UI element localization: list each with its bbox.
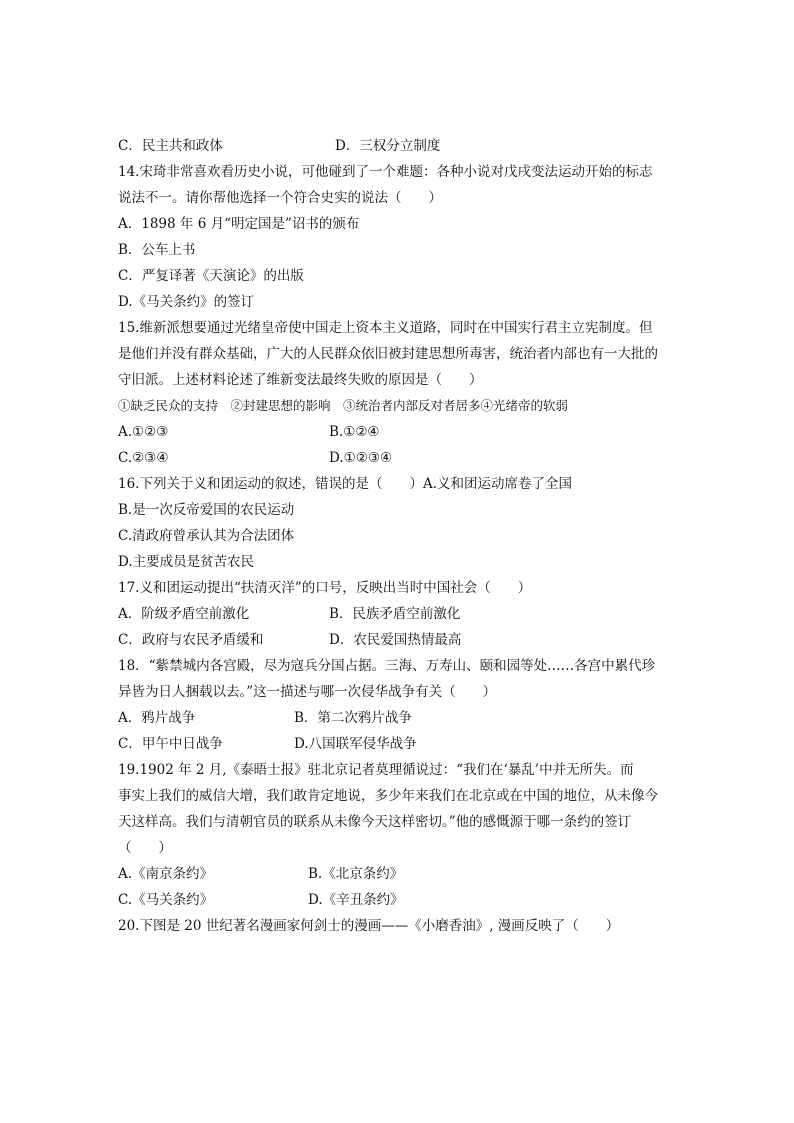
q16-stem-line-1: 16.下列关于义和团运动的叙述，错误的是（ ）A.义和团运动席卷了全国 [118, 476, 573, 492]
q19-options-row-1 [118, 865, 678, 883]
q19-option-b[interactable]: B.《北京条约》 [308, 866, 404, 882]
q17-option-a[interactable]: A．阶级矛盾空前激化 [118, 606, 250, 622]
q16-option-d[interactable]: D.主要成员是贫苦农民 [118, 554, 255, 570]
q19-stem-line-4: （ ） [118, 840, 172, 856]
q14-stem-line-2: 说法不一。请你帮他选择一个符合史实的说法（ ） [118, 190, 442, 206]
q17-option-b[interactable]: B．民族矛盾空前激化 [329, 606, 461, 622]
q19-option-c[interactable]: C.《马关条约》 [118, 892, 214, 908]
q15-stem-line-1: 15.维新派想要通过光绪皇帝使中国走上资本主义道路，同时在中国实行君主立宪制度。但 [118, 320, 653, 336]
q15-option-c[interactable]: C.②③④ [118, 450, 169, 466]
q19-stem-line-1: 19.1902 年 2 月,《泰晤士报》驻北京记者莫理循说过：“我们在‘暴乱’中并无所失。而 [118, 762, 634, 778]
q13-options-row [118, 137, 678, 155]
q18-options-row-1 [118, 709, 678, 727]
q16-option-b[interactable]: B.是一次反帝爱国的农民运动 [118, 502, 295, 518]
q15-options-row-1 [118, 423, 678, 441]
q15-options-row-2 [118, 449, 678, 467]
q14-option-d[interactable]: D.《马关条约》的签订 [118, 294, 255, 310]
q13-option-d[interactable]: D．三权分立制度 [335, 138, 441, 154]
q18-stem-line-2: 异皆为日人捆载以去。”这一描述与哪一次侵华战争有关（ ） [118, 684, 497, 700]
q18-option-c[interactable]: C．甲午中日战争 [118, 736, 223, 752]
q18-option-a[interactable]: A．鸦片战争 [118, 710, 196, 726]
q17-stem-line-1: 17.义和团运动提出“扶清灭洋”的口号，反映出当时中国社会（ ） [118, 580, 532, 596]
q17-options-row-1 [118, 605, 678, 623]
q19-options-row-2 [118, 891, 678, 909]
q15-stem-line-2: 是他们并没有群众基础，广大的人民群众依旧被封建思想所毒害，统治者内部也有一大批的 [118, 346, 658, 362]
q15-option-d[interactable]: D.①②③④ [329, 450, 393, 466]
q14-option-a[interactable]: A．1898 年 6 月“明定国是”诏书的颁布 [118, 216, 360, 232]
q19-option-a[interactable]: A.《南京条约》 [118, 866, 214, 882]
q17-options-row-2 [118, 631, 678, 649]
q16-option-c[interactable]: C.清政府曾承认其为合法团体 [118, 528, 295, 544]
q15-items: ①缺乏民众的支持 ②封建思想的影响 ③统治者内部反对者居多④光绪帝的软弱 [118, 398, 569, 413]
q18-option-d[interactable]: D.八国联军侵华战争 [294, 736, 417, 752]
q14-option-c[interactable]: C．严复译著《天演论》的出版 [118, 268, 304, 284]
q13-option-c[interactable]: C．民主共和政体 [118, 138, 223, 154]
q19-stem-line-3: 天这样高。我们与清朝官员的联系从未像今天这样密切。”他的感慨源于哪一条约的签订 [118, 814, 632, 830]
q15-option-a[interactable]: A.①②③ [118, 424, 169, 440]
q18-options-row-2 [118, 735, 678, 753]
q17-option-c[interactable]: C．政府与农民矛盾缓和 [118, 632, 264, 648]
q14-stem-line-1: 14.宋琦非常喜欢看历史小说，可他碰到了一个难题：各种小说对戊戌变法运动开始的标志 [118, 164, 653, 180]
q14-option-b[interactable]: B．公车上书 [118, 242, 196, 258]
q20-stem-line-1: 20.下图是 20 世纪著名漫画家何剑士的漫画——《小磨香油》, 漫画反映了（ ） [118, 918, 620, 934]
q19-stem-line-2: 事实上我们的威信大增，我们敢肯定地说，多少年来我们在北京或在中国的地位，从未像今 [118, 788, 658, 804]
q18-stem-line-1: 18．“紫禁城内各宫殿，尽为寇兵分国占据。三海、万寿山、颐和园等处……各宫中累代珍 [118, 658, 656, 674]
q15-option-b[interactable]: B.①②④ [329, 424, 380, 440]
q15-stem-line-3: 守旧派。上述材料论述了维新变法最终失败的原因是（ ） [118, 372, 483, 388]
q19-option-d[interactable]: D.《辛丑条约》 [308, 892, 404, 908]
q17-option-d[interactable]: D．农民爱国热情最高 [329, 632, 462, 648]
q18-option-b[interactable]: B．第二次鸦片战争 [294, 710, 412, 726]
